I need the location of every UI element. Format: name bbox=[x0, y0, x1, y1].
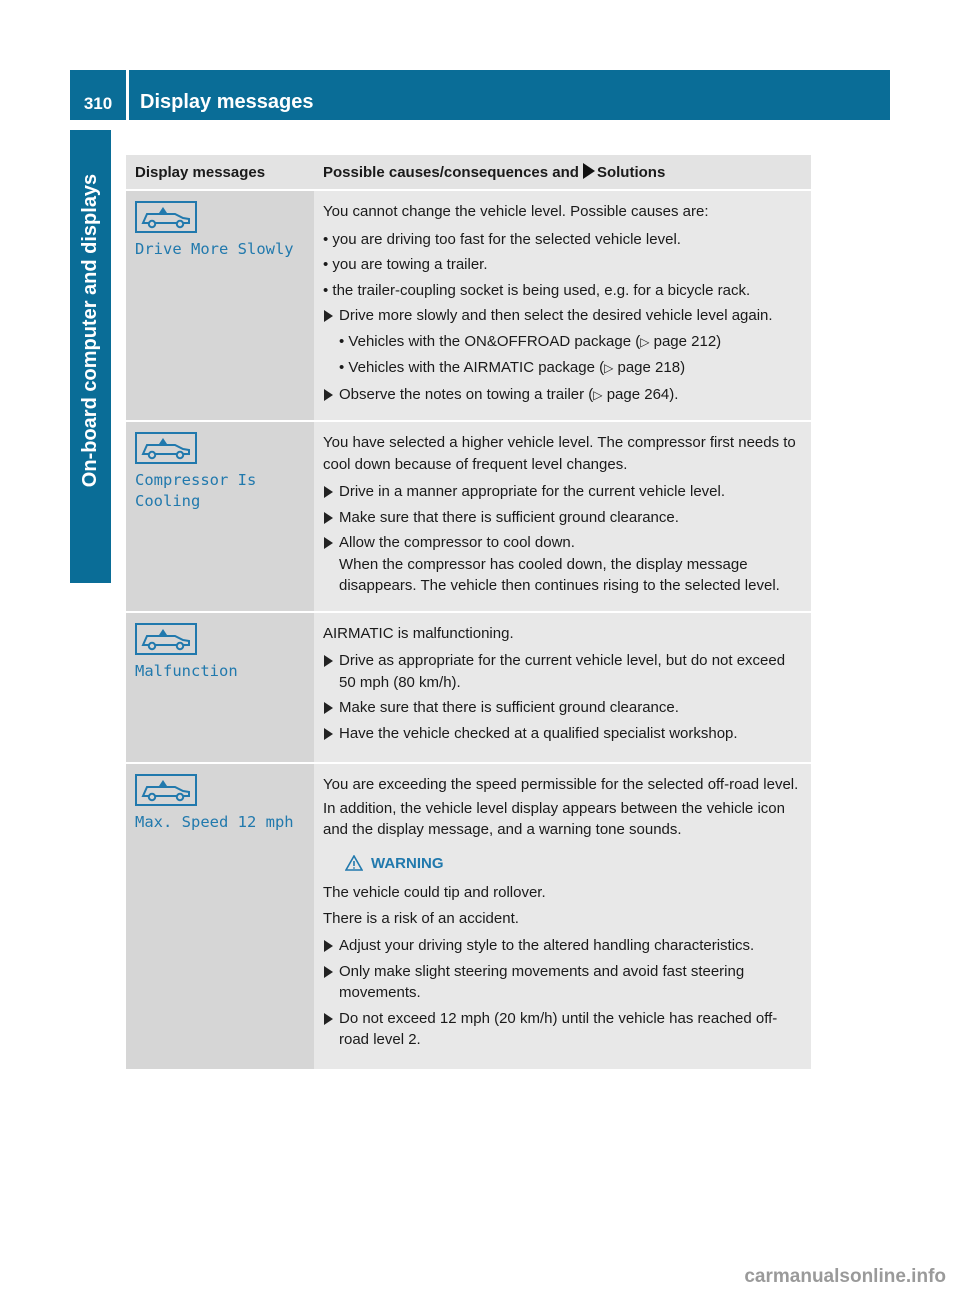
cause-bullet: • you are driving too fast for the selected vehicle level. bbox=[323, 230, 681, 248]
solution-step: Only make slight steering movements and avoid fast steering movements. bbox=[323, 961, 803, 1004]
display-messages-table bbox=[126, 155, 811, 1069]
display-message: Drive More Slowly bbox=[135, 240, 294, 258]
solution-step: Do not exceed 12 mph (20 km/h) until the vehicle has reached off-road level 2. bbox=[323, 1008, 803, 1051]
solution-step: Drive as appropriate for the current vehicle level, but do not exceed 50 mph (80 km/h). bbox=[323, 650, 803, 693]
solution-cell bbox=[314, 190, 811, 421]
message-cell bbox=[126, 190, 314, 421]
table-row bbox=[126, 421, 811, 612]
display-message-line: Compressor Is bbox=[135, 471, 257, 489]
solution-step: Adjust your driving style to the altered handling characteristics. bbox=[323, 935, 803, 957]
solution-step: Drive more slowly and then select the desired vehicle level again. bbox=[323, 305, 803, 327]
step-text: Observe the notes on towing a trailer ( bbox=[339, 385, 594, 403]
solution-cell bbox=[314, 612, 811, 764]
solution-step: Allow the compressor to cool down. bbox=[323, 532, 803, 554]
chapter-tab-label-wrap bbox=[70, 130, 111, 530]
warning-text: There is a risk of an accident. bbox=[323, 909, 519, 927]
warning-text: The vehicle could tip and rollover. bbox=[323, 884, 546, 901]
display-message: Malfunction bbox=[135, 661, 238, 680]
page-number: 310 bbox=[70, 70, 126, 120]
cause-intro: You cannot change the vehicle level. Possible causes are: bbox=[323, 203, 709, 220]
warning-heading bbox=[323, 853, 803, 875]
warning-icon bbox=[345, 855, 363, 871]
chapter-tab-label: On-board computer and displays bbox=[79, 173, 102, 487]
solution-cell bbox=[314, 763, 811, 1069]
solution-step: Drive in a manner appropriate for the current vehicle level. bbox=[323, 481, 803, 503]
sub-text: Vehicles with the AIRMATIC package ( bbox=[348, 359, 605, 376]
warning-label: WARNING bbox=[371, 854, 444, 872]
message-cell bbox=[126, 612, 314, 764]
table-header-row bbox=[126, 155, 811, 190]
vehicle-level-icon bbox=[135, 201, 197, 233]
cause-bullet: • you are towing a trailer. bbox=[323, 256, 488, 273]
cause-intro: AIRMATIC is malfunctioning. bbox=[323, 624, 514, 642]
display-message bbox=[135, 470, 305, 512]
solution-step: Make sure that there is sufficient ground clearance. bbox=[323, 697, 803, 719]
solution-step bbox=[323, 384, 803, 407]
vehicle-level-icon bbox=[135, 623, 197, 655]
solution-step: Have the vehicle checked at a qualified specialist workshop. bbox=[323, 723, 803, 745]
page-ref-icon: ▷ bbox=[640, 334, 650, 349]
page-ref[interactable]: page 264). bbox=[606, 385, 679, 403]
sub-text: Vehicles with the ON&OFFROAD package ( bbox=[348, 332, 641, 350]
page-ref-icon: ▷ bbox=[593, 387, 603, 402]
cause-text: the trailer-coupling socket is being used, e.g. for a bicycle rack. bbox=[332, 281, 751, 299]
table-row bbox=[126, 763, 811, 1069]
vehicle-level-icon bbox=[135, 774, 197, 806]
col-header-solutions-b: Solutions bbox=[596, 164, 666, 181]
cause-intro: You are exceeding the speed permissible for the selected off-road level. bbox=[323, 776, 799, 793]
message-cell bbox=[126, 763, 314, 1069]
arrow-icon bbox=[583, 163, 595, 179]
solution-cell bbox=[314, 421, 811, 612]
vehicle-level-icon bbox=[135, 432, 197, 464]
table-row bbox=[126, 190, 811, 421]
cause-text: you are driving too fast for the selected vehicle level. bbox=[332, 230, 681, 248]
watermark: carmanualsonline.info bbox=[744, 1266, 946, 1287]
page-title: Display messages bbox=[129, 70, 890, 120]
cause-bullet: • the trailer-coupling socket is being used, e.g. for a bicycle rack. bbox=[323, 281, 751, 299]
sub-bullet: • Vehicles with the AIRMATIC package (▷ page 218) bbox=[339, 359, 686, 376]
display-message: Max. Speed 12 mph bbox=[135, 813, 294, 831]
cause-intro: You have selected a higher vehicle level. The compressor first needs to cool down because of frequent level changes. bbox=[323, 434, 796, 473]
message-cell bbox=[126, 421, 314, 612]
page-ref-icon: ▷ bbox=[604, 361, 614, 375]
solution-step: Make sure that there is sufficient ground clearance. bbox=[323, 507, 803, 529]
table-row bbox=[126, 612, 811, 764]
col-header-solutions-a: Possible causes/consequences and bbox=[323, 164, 579, 181]
col-header-solutions bbox=[314, 155, 811, 190]
page-ref[interactable]: page 212) bbox=[653, 332, 722, 350]
col-header-messages: Display messages bbox=[126, 155, 314, 190]
cause-detail: In addition, the vehicle level display appears between the vehicle icon and the display message, and a warning tone sounds. bbox=[323, 799, 785, 838]
page-ref[interactable]: page 218) bbox=[617, 359, 686, 376]
step-note: When the compressor has cooled down, the display message disappears. The vehicle then continues rising to the selected level. bbox=[339, 555, 780, 594]
cause-text: you are towing a trailer. bbox=[332, 256, 488, 273]
sub-bullet: • Vehicles with the ON&OFFROAD package (▷ page 212) bbox=[339, 332, 722, 350]
display-message-line: Cooling bbox=[135, 492, 201, 510]
